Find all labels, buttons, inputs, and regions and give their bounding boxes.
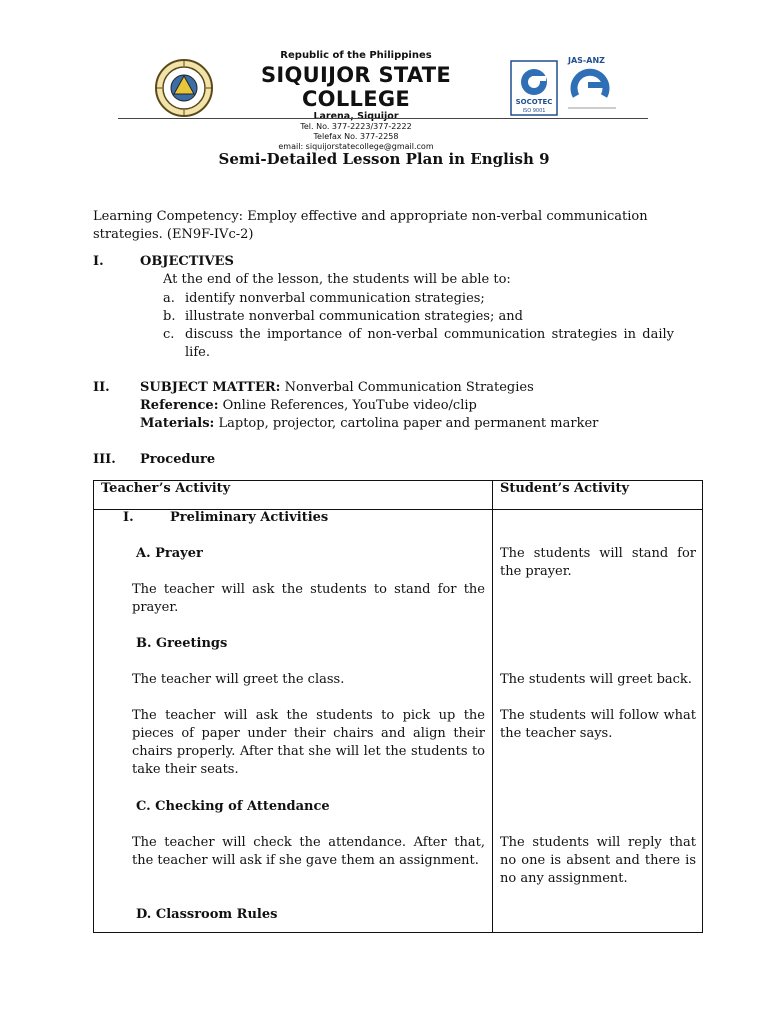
materials-value: Laptop, projector, cartolina paper and permanent marker — [218, 416, 599, 431]
socotec-iso-certification-icon — [510, 60, 558, 116]
reference-value: Online References, YouTube video/clip — [222, 398, 477, 413]
objectives-heading: OBJECTIVES — [140, 254, 234, 269]
prayer-teacher-text: The teacher will ask the students to stand for the prayer. — [132, 582, 485, 615]
jas-anz-certification-icon — [562, 52, 622, 112]
school-info — [218, 50, 494, 152]
table-column-divider — [492, 480, 493, 933]
objective-text: illustrate nonverbal communication strategies; and — [185, 309, 523, 324]
column-header-teacher: Teacher’s Activity — [101, 481, 231, 496]
objective-letter: a. — [163, 291, 175, 306]
letterhead — [150, 48, 620, 151]
competency-line-1: Learning Competency: Employ effective and appropriate non-verbal communication — [93, 209, 648, 224]
attendance-student-text: The students will reply that no one is absent and there is no any assignment. — [500, 835, 696, 886]
attendance-heading: C. Checking of Attendance — [136, 799, 330, 814]
jas-anz-label: JAS-ANZ — [568, 56, 605, 65]
objective-text: identify nonverbal communication strategies; — [185, 291, 485, 306]
reference-label: Reference: — [140, 398, 219, 413]
reference-line — [140, 398, 477, 413]
college-seal-icon — [154, 58, 214, 118]
school-location: Larena, Siquijor — [313, 111, 399, 122]
materials-label: Materials: — [140, 416, 215, 431]
section-numeral: I. — [123, 510, 134, 525]
objective-letter: b. — [163, 309, 176, 324]
section-title: Preliminary Activities — [170, 510, 329, 525]
greetings-heading: B. Greetings — [136, 636, 228, 651]
objectives-lead: At the end of the lesson, the students will be able to: — [163, 272, 511, 287]
paper-teacher-text: The teacher will ask the students to pick up the pieces of paper under their chairs and align their chairs properly. After that she will let the students to take their seats. — [132, 708, 485, 777]
school-name: SIQUIJOR STATE COLLEGE — [260, 63, 452, 111]
objectives-numeral: I. — [93, 254, 104, 269]
objective-item-c — [163, 326, 674, 362]
greet-student-text: The students will greet back. — [500, 672, 692, 687]
prayer-student-text: The students will stand for the prayer. — [500, 546, 696, 579]
republic-text: Republic of the Philippines — [280, 50, 432, 61]
procedure-heading: Procedure — [140, 452, 216, 467]
classroom-rules-heading: D. Classroom Rules — [136, 907, 278, 922]
competency-line-2: strategies. (EN9F-IVc-2) — [93, 227, 254, 242]
socotec-label: SOCOTEC — [515, 98, 553, 106]
objective-item-b — [163, 308, 674, 326]
prayer-heading: A. Prayer — [136, 546, 203, 561]
greet-teacher-text: The teacher will greet the class. — [132, 672, 345, 687]
objective-item-a — [163, 290, 674, 308]
objective-text: discuss the importance of non-verbal communication strategies in daily life. — [185, 327, 674, 360]
socotec-sub-label: ISO 9001 — [522, 108, 546, 114]
materials-line — [140, 416, 598, 431]
column-header-student: Student’s Activity — [500, 481, 630, 496]
subject-matter-label: SUBJECT MATTER: — [140, 380, 281, 395]
attendance-teacher-text: The teacher will check the attendance. After that, the teacher will ask if she gave them an assignment. — [132, 835, 485, 868]
subject-matter-numeral: II. — [93, 380, 110, 395]
procedure-numeral: III. — [93, 452, 116, 467]
subject-matter-line — [140, 380, 534, 395]
paper-student-text: The students will follow what the teacher says. — [500, 708, 696, 741]
subject-matter-value: Nonverbal Communication Strategies — [284, 380, 534, 395]
school-telefax: Telefax No. 377-2258 — [313, 132, 399, 141]
letterhead-divider — [118, 118, 648, 119]
school-tel: Tel. No. 377-2223/377-2222 — [300, 122, 412, 131]
school-email: email: siquijorstatecollege@gmail.com — [278, 142, 434, 151]
objective-letter: c. — [163, 327, 175, 342]
document-title: Semi-Detailed Lesson Plan in English 9 — [218, 150, 550, 168]
